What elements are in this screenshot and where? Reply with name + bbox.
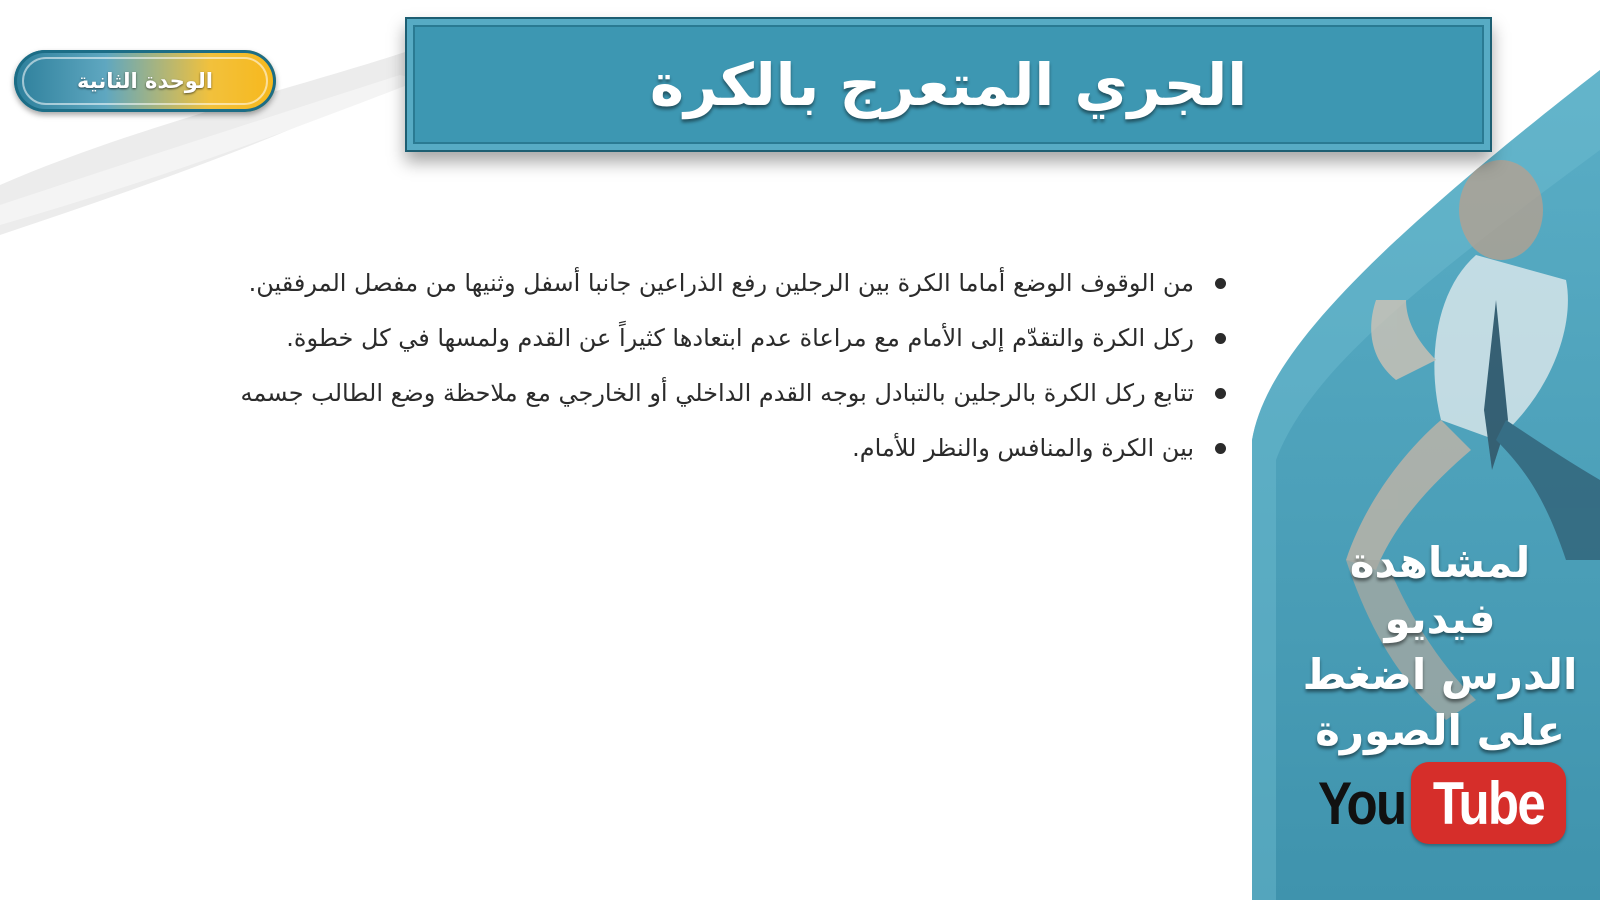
- list-item: [28, 268, 1228, 298]
- youtube-logo-link[interactable]: [1318, 762, 1566, 844]
- cta-line-2: الدرس اضغط: [1302, 650, 1578, 699]
- youtube-tube-text: Tube: [1432, 769, 1544, 837]
- cta-line-3: على الصورة: [1315, 706, 1565, 755]
- unit-badge-label: الوحدة الثانية: [77, 69, 213, 93]
- bullet-icon: [1215, 278, 1226, 289]
- watch-video-prompt[interactable]: [1290, 535, 1590, 759]
- lesson-title-banner: [405, 17, 1492, 152]
- list-item-text: من الوقوف الوضع أماما الكرة بين الرجلين رفع الذراعين جانبا أسفل وثنيها من مفصل المرفقين.: [248, 269, 1194, 297]
- list-item: [28, 433, 1228, 463]
- list-item-text: بين الكرة والمنافس والنظر للأمام.: [852, 434, 1194, 462]
- youtube-you-text: You: [1318, 769, 1406, 837]
- list-item: [28, 378, 1228, 408]
- cta-line-1: لمشاهدة فيديو: [1349, 538, 1531, 643]
- list-item: [28, 323, 1228, 353]
- unit-badge: [14, 50, 276, 112]
- list-item-text: ركل الكرة والتقدّم إلى الأمام مع مراعاة عدم ابتعادها كثيراً عن القدم ولمسها في كل خطوة.: [286, 324, 1194, 352]
- lesson-steps-list: [28, 268, 1228, 488]
- bullet-icon: [1215, 388, 1226, 399]
- lesson-title: الجري المتعرج بالكرة: [649, 50, 1248, 119]
- bullet-icon: [1215, 333, 1226, 344]
- youtube-tube-badge: [1411, 762, 1566, 844]
- bullet-icon: [1215, 443, 1226, 454]
- list-item-text: تتابع ركل الكرة بالرجلين بالتبادل بوجه القدم الداخلي أو الخارجي مع ملاحظة وضع الطالب جسمه: [240, 379, 1194, 407]
